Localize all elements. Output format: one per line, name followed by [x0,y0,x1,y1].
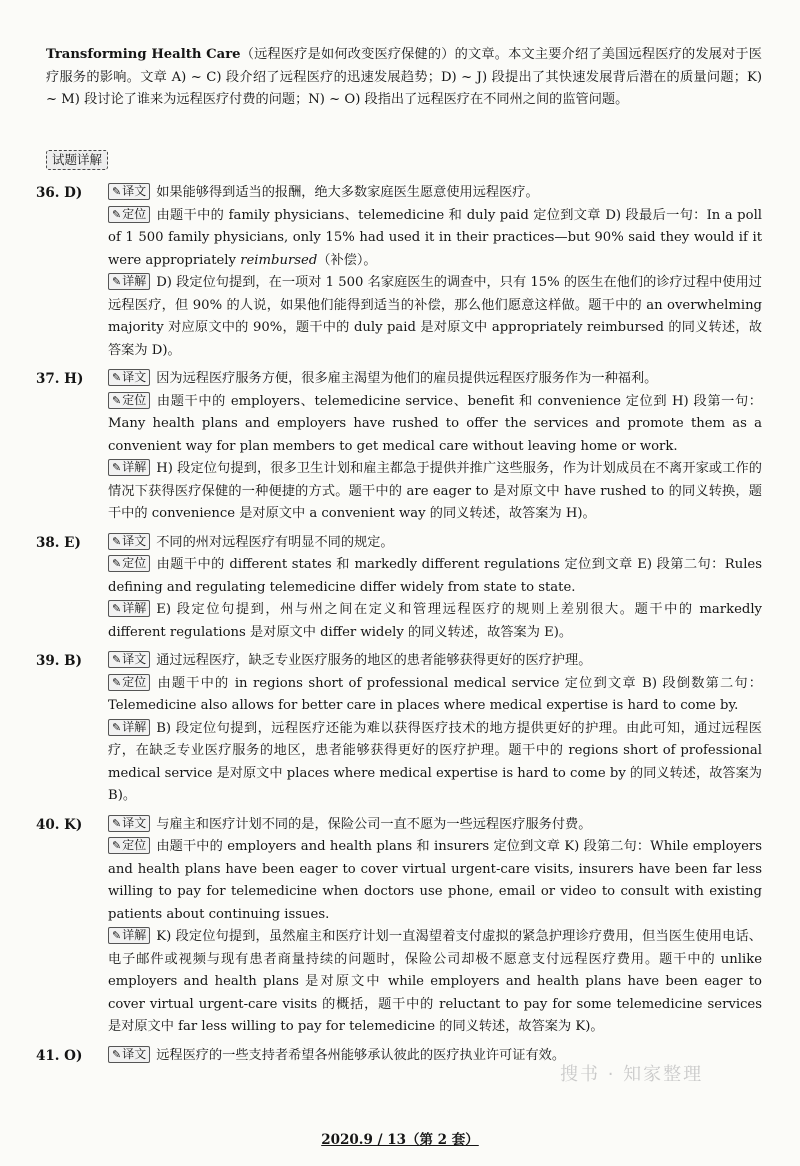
intro-paragraph [46,44,762,112]
intro-text: （远程医疗是如何改变医疗保健的）的文章。本文主要介绍了美国远程医疗的发展对于医疗服务的影响。文章 A) ~ C) 段介绍了远程医疗的迅速发展趋势；D) ~ J) 段提出了其快速发展背后潜在的质量问题；K) ~ M) 段讨论了谁来为远程医疗付费的问题；N) ~ O) 段指出了远程医疗在不同州之间的监管问题。 [46,47,762,107]
question-list [30,182,762,1073]
translation-row: ✎译文 与雇主和医疗计划不同的是，保险公司一直不愿为一些远程医疗服务付费。 [108,814,762,837]
pen-icon: ✎ [112,185,122,198]
translation-tag: ✎译文 [108,815,150,832]
question-number: 39. B) [36,653,82,669]
pen-icon: ✎ [112,275,122,288]
translation-tag: ✎译文 [108,369,150,386]
pen-icon: ✎ [112,393,122,407]
pen-icon: ✎ [112,534,122,548]
locate-row: ✎定位 由题干中的 family physicians、telemedicine 和 duly paid 定位到文章 D) 段最后一句：In a poll of 1 500 family physicians, only 15% had used it in their practices—but 90% said they would if it were appropriately reimbursed（补偿）。 [108,206,762,268]
pen-icon: ✎ [112,839,122,852]
locate-tag: ✎定位 [108,206,150,223]
detail-tag: ✎详解 [108,600,150,617]
detail-row: ✎详解 D) 段定位句提到，在一项对 1 500 名家庭医生的调查中，只有 15% 的医生在他们的诊疗过程中使用过远程医疗，但 90% 的人说，如果他们能得到适当的补偿，那么他们愿意这样做。题干中的 an overwhelming majority 对应原文中的 90%，题干中的 duly paid 是对原文中 appropriately reimbursed 的同义转述，故答案为 D)。 [108,274,762,358]
translation-row: ✎译文 如果能够得到适当的报酬，绝大多数家庭医生愿意使用远程医疗。 [108,182,762,205]
pen-icon: ✎ [112,816,122,830]
translation-tag: ✎译文 [108,1046,150,1063]
detail-tag: ✎详解 [108,273,150,290]
question-38 [30,532,762,645]
italic-term: reimbursed [240,252,318,268]
detail-tag: ✎详解 [108,459,150,476]
translation-tag: ✎译文 [108,533,150,550]
question-37 [30,368,762,526]
translation-tag: ✎译文 [108,651,150,668]
pen-icon: ✎ [112,602,122,615]
question-number: 41. O) [36,1047,83,1064]
question-number: 37. H) [36,371,84,387]
locate-row: ✎定位 由题干中的 employers、telemedicine service、benefit 和 convenience 定位到 H) 段第一句：Many health plans and employers have rushed to offer the services and promote them as a convenient way for plan members to get medical care without leaving home or work. [108,392,762,454]
section-label: 试题详解 [46,150,108,170]
intro-title-en: Transforming Health Care [46,47,241,62]
page-footer: 2020.9 / 13（第 2 套） [321,1132,479,1148]
detail-row: ✎详解 B) 段定位句提到，远程医疗还能为难以获得医疗技术的地方提供更好的护理。由此可知，通过远程医疗，在缺乏专业医疗服务的地区，患者能够获得更好的医疗护理。题干中的 regions short of professional medical service 是对原文中 places where medical expertise is hard to come by 的同义转述，故答案为 B)。 [108,719,762,803]
locate-tag: ✎定位 [108,392,150,409]
translation-row: ✎译文 通过远程医疗，缺乏专业医疗服务的地区的患者能够获得更好的医疗护理。 [108,650,762,673]
locate-row: ✎定位 由题干中的 in regions short of professional medical service 定位到文章 B) 段倒数第二句：Telemedicine also allows for better care in places where medical expertise is hard to come by. [108,674,762,713]
pen-icon: ✎ [112,653,122,666]
question-36 [30,182,762,362]
translation-row: ✎译文 因为远程医疗服务方便，很多雇主渴望为他们的雇员提供远程医疗服务作为一种福利。 [108,368,762,391]
locate-row: ✎定位 由题干中的 different states 和 markedly different regulations 定位到文章 E) 段第二句：Rules defining and regulating telemedicine differ widely from state to state. [108,556,762,595]
locate-row: ✎定位 由题干中的 employers and health plans 和 insurers 定位到文章 K) 段第二句：While employers and health plans have been eager to cover virtual urgent-care visits, insurers have been far less willing to pay for telemedicine when doctors use phone, email or video to consult with existing patients about continuing issues. [108,838,762,922]
locate-tag: ✎定位 [108,837,150,854]
question-39 [30,650,762,808]
question-40 [30,814,762,1039]
question-number: 36. D) [36,185,83,201]
watermark: 搜书 · 知家整理 [560,1064,704,1085]
translation-row: ✎译文 不同的州对远程医疗有明显不同的规定。 [108,532,762,555]
detail-row: ✎详解 K) 段定位句提到，虽然雇主和医疗计划一直渴望着支付虚拟的紧急护理诊疗费用，但当医生使用电话、电子邮件或视频与现有患者商量持续的问题时，保险公司却极不愿意支付远程医疗费用。题干中的 unlike employers and health plans 是对原文中 while employers and health plans have been eager to cover virtual urgent-care visits 的概括，题干中的 reluctant to pay for some telemedicine services 是对原文中 far less willing to pay for telemedicine 的同义转述，故答案为 K)。 [108,928,762,1034]
translation-row: ✎译文 远程医疗的一些支持者希望各州能够承认彼此的医疗执业许可证有效。 [108,1045,762,1068]
pen-icon: ✎ [112,371,122,384]
detail-row: ✎详解 E) 段定位句提到，州与州之间在定义和管理远程医疗的规则上差别很大。题干中的 markedly different regulations 是对原文中 differ widely 的同义转述，故答案为 E)。 [108,601,762,640]
translation-tag: ✎译文 [108,183,150,200]
locate-tag: ✎定位 [108,674,150,691]
detail-row: ✎详解 H) 段定位句提到，很多卫生计划和雇主都急于提供并推广这些服务，作为计划成员在不离开家或工作的情况下获得医疗保健的一种便捷的方式。题干中的 are eager to 是对原文中 have rushed to 的同义转换，题干中的 convenience 是对原文中 a convenient way 的同义转述，故答案为 H)。 [108,460,762,521]
pen-icon: ✎ [112,557,122,570]
question-number: 38. E) [36,534,81,551]
locate-tag: ✎定位 [108,555,150,572]
question-number: 40. K) [36,816,83,833]
detail-tag: ✎详解 [108,927,150,944]
pen-icon: ✎ [112,461,122,474]
pen-icon: ✎ [112,675,122,689]
detail-tag: ✎详解 [108,719,150,736]
pen-icon: ✎ [112,929,122,942]
pen-icon: ✎ [112,1047,122,1061]
pen-icon: ✎ [112,207,122,221]
pen-icon: ✎ [112,720,122,734]
